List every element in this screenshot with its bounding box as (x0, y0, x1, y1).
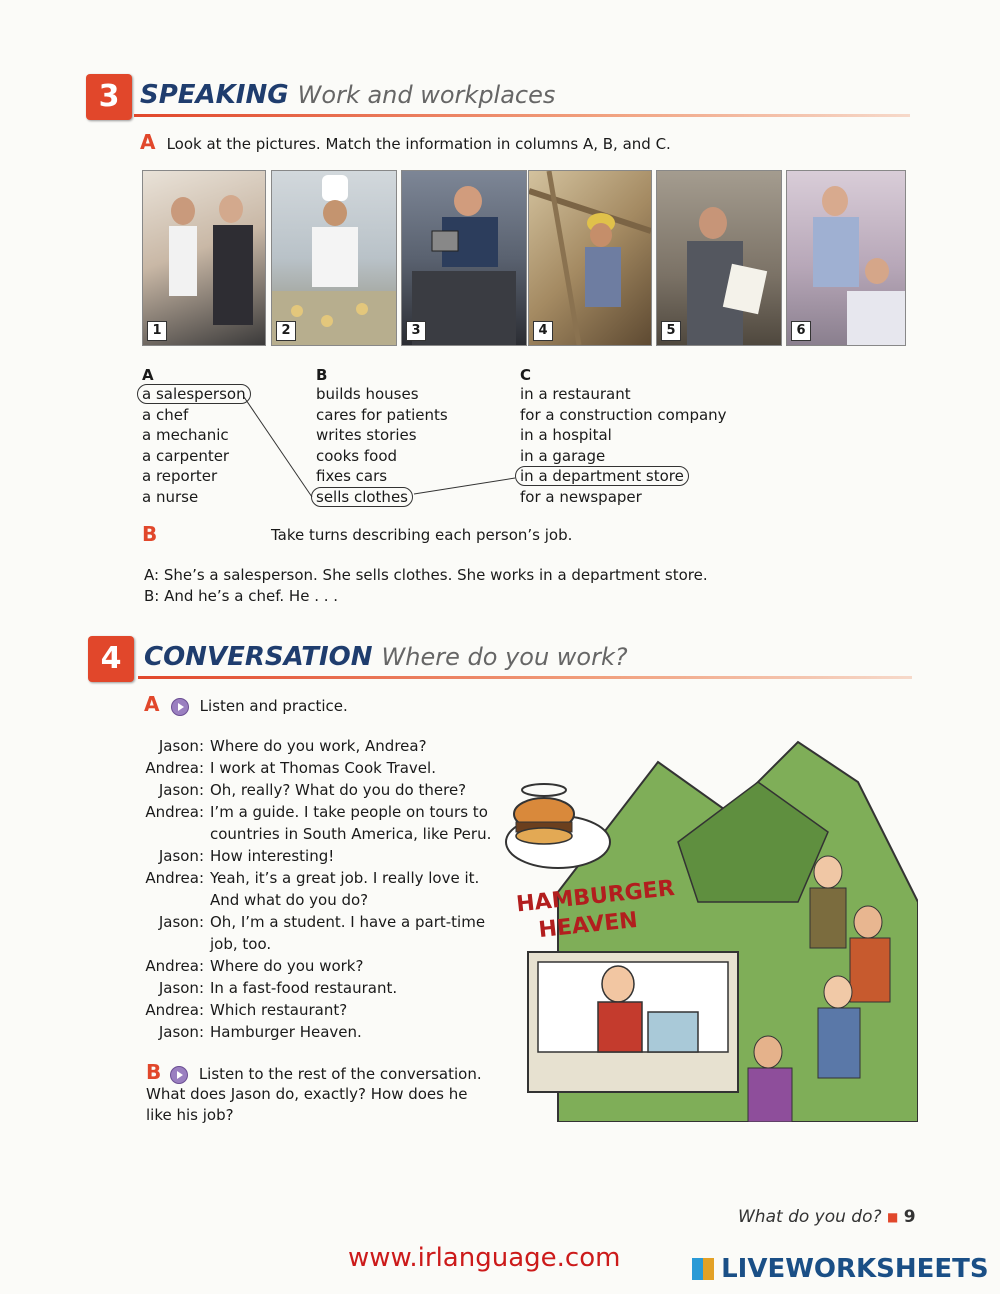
part-a-letter: A (144, 692, 160, 716)
part-b-letter: B (146, 1060, 162, 1084)
section-4-title-text: CONVERSATION (144, 642, 373, 672)
column-b-item[interactable]: cares for patients (316, 405, 448, 424)
section-4-part-b (146, 1060, 506, 1126)
column-b-item[interactable]: builds houses (316, 385, 419, 403)
column-c-item[interactable]: for a newspaper (520, 487, 642, 506)
section-4-title (144, 642, 628, 672)
part-a-letter: A (140, 130, 156, 154)
column-a-item[interactable]: a carpenter (142, 446, 230, 465)
column-c-item[interactable]: in a hospital (520, 426, 612, 445)
photo-number: 6 (791, 321, 811, 341)
section-4-rule (138, 676, 912, 679)
part-a-instruction: Look at the pictures. Match the information in columns A, B, and C. (166, 135, 671, 153)
part-b-line-1: Listen to the rest of the conversation. (198, 1065, 482, 1083)
column-c-header: C (520, 366, 532, 384)
photo-number: 5 (661, 321, 681, 341)
column-c-item[interactable]: in a restaurant (520, 385, 631, 403)
section-4-number: 4 (88, 636, 134, 682)
section-3-subtitle: Work and workplaces (297, 81, 556, 109)
audio-play-icon[interactable] (170, 1066, 188, 1084)
website-link[interactable]: www.irlanguage.com (348, 1243, 621, 1273)
part-b-line-2: What does Jason do, exactly? How does he (146, 1085, 468, 1103)
section-4-part-a (144, 692, 348, 716)
column-a-item[interactable]: a mechanic (142, 426, 229, 445)
column-b-item[interactable]: writes stories (316, 426, 417, 445)
photo-number: 2 (276, 321, 296, 341)
page-number: 9 (903, 1207, 916, 1227)
section-4-subtitle: Where do you work? (381, 643, 628, 671)
matching-lines (0, 0, 1000, 520)
part-b-line-3: like his job? (146, 1106, 234, 1124)
dialogue: Jason: Where do you work, Andrea? Andrea: I work at Thomas Cook Travel. Jason: Oh, really? What do you do there? Andrea: I’m a guide. I take people on tours to countries in South America, like Peru. Jason: How interesting! Andrea: Yeah, it’s a great job. I really love it. And what do you do? Jason: Oh, I’m a student. I have a part-time job, too. Andrea: Where do you work? Jason: In a fast-food restaurant. Andrea: Which restaurant? Jason: Hamburger Heaven. (145, 737, 492, 1041)
example-line-b: B: And he’s a chef. He . . . (144, 587, 339, 605)
brand-logo (692, 1254, 989, 1284)
svg-text:HEAVEN: HEAVEN (537, 907, 639, 944)
section-3-title-text: SPEAKING (140, 80, 289, 110)
column-a-item[interactable]: a chef (142, 405, 189, 424)
column-b-item[interactable]: cooks food (316, 446, 398, 465)
column-a-item[interactable]: a nurse (142, 487, 199, 506)
brand-logo-text: LIVEWORKSHEETS (721, 1254, 989, 1284)
footer-label: What do you do? (738, 1207, 882, 1227)
photo-number: 3 (406, 321, 426, 341)
column-c-item[interactable]: for a construction company (520, 405, 727, 424)
svg-text:HAMBURGER: HAMBURGER (515, 875, 676, 918)
hamburger-heaven-illustration (498, 722, 918, 1122)
section-3-part-b-letter: B (142, 522, 158, 546)
column-c-item[interactable]: in a department store (520, 466, 760, 487)
section-3-part-b-instruction: Take turns describing each person’s job. (271, 526, 573, 544)
photo-number: 4 (533, 321, 553, 341)
brand-logo-icon (692, 1258, 714, 1280)
audio-play-icon[interactable] (171, 698, 189, 716)
section-3-number: 3 (86, 74, 132, 120)
column-b-item[interactable]: sells clothes (316, 487, 496, 508)
column-c-item[interactable]: in a garage (520, 446, 606, 465)
photo-number: 1 (147, 321, 167, 341)
column-a-header: A (142, 366, 154, 384)
column-b-header: B (316, 366, 328, 384)
part-a-instruction: Listen and practice. (199, 697, 348, 715)
footer-bullet: ■ (886, 1210, 899, 1224)
column-a-item[interactable]: a salesperson (142, 384, 302, 405)
example-line-a: A: She’s a salesperson. She sells clothes. She works in a department store. (144, 566, 708, 584)
column-b-item[interactable]: fixes cars (316, 467, 388, 486)
column-a-item[interactable]: a reporter (142, 467, 218, 486)
page-footer (738, 1207, 916, 1227)
